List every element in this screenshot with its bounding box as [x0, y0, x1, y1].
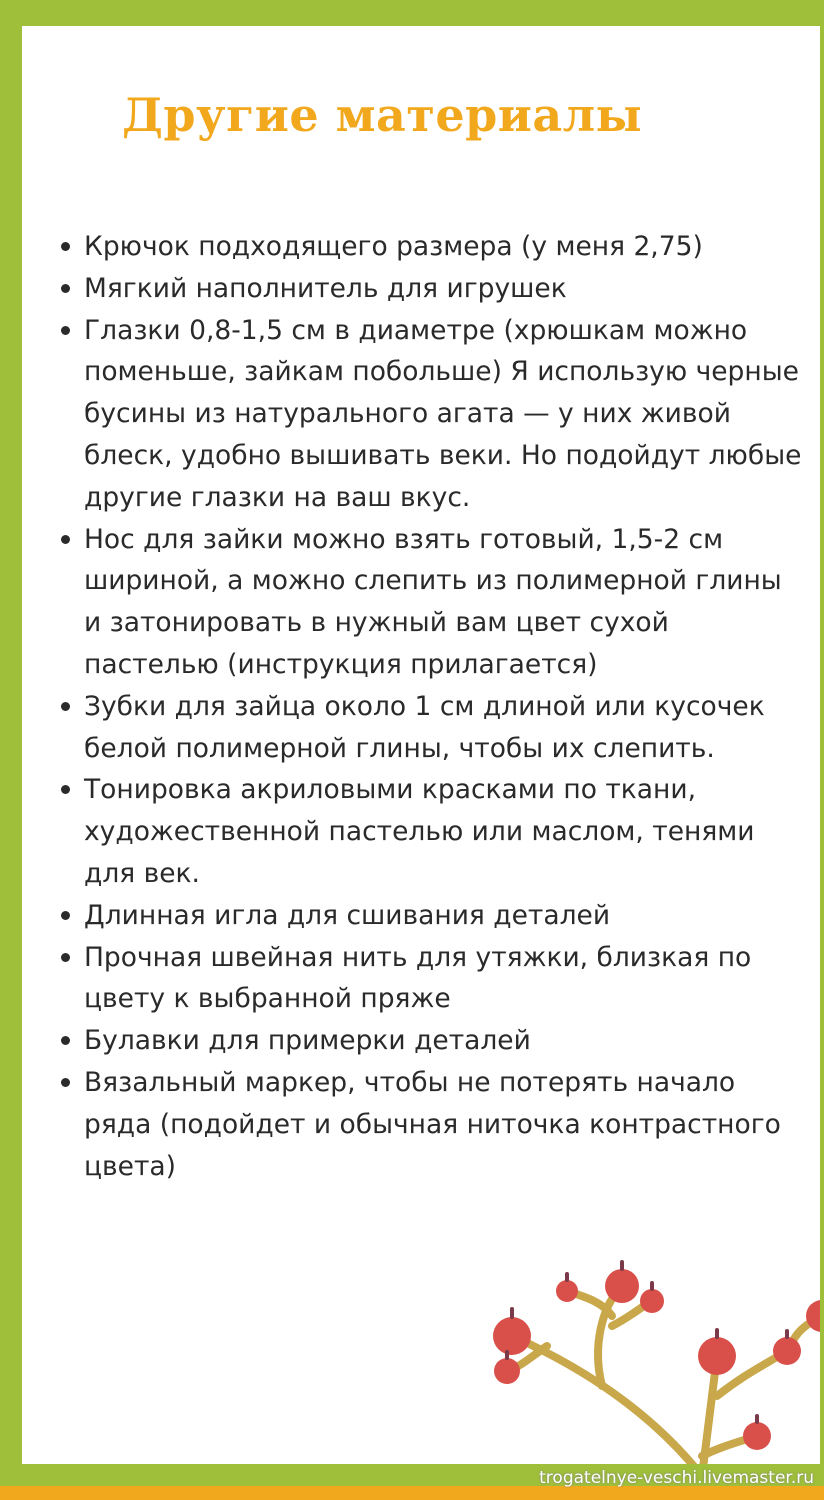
page-title: Другие материалы [122, 88, 643, 142]
list-item: Булавки для примерки деталей [84, 1020, 804, 1062]
content-card [22, 26, 820, 1464]
berry-branch-illustration [452, 1256, 820, 1464]
materials-list [84, 226, 804, 1187]
list-item: Зубки для зайца около 1 см длиной или кусочек белой полимерной глины, чтобы их слепить. [84, 686, 804, 770]
list-item: Прочная швейная нить для утяжки, близкая по цвету к выбранной пряже [84, 937, 804, 1021]
list-item: Мягкий наполнитель для игрушек [84, 268, 804, 310]
watermark: trogatelnye-veschi.livemaster.ru [539, 1468, 814, 1488]
list-item: Вязальный маркер, чтобы не потерять начало ряда (подойдет и обычная ниточка контрастного цвета) [84, 1062, 804, 1187]
list-item: Крючок подходящего размера (у меня 2,75) [84, 226, 804, 268]
list-item: Тонировка акриловыми красками по ткани, художественной пастелью или маслом, тенями для век. [84, 769, 804, 894]
bottom-accent-strip [0, 1486, 824, 1500]
list-item: Глазки 0,8-1,5 см в диаметре (хрюшкам можно поменьше, зайкам побольше) Я использую черные бусины из натурального агата — у них живой блеск, удобно вышивать веки. Но подойдут любые другие глазки на ваш вкус. [84, 310, 804, 519]
list-item: Нос для зайки можно взять готовый, 1,5-2 см шириной, а можно слепить из полимерной глины и затонировать в нужный вам цвет сухой пастелью (инструкция прилагается) [84, 519, 804, 686]
list-item: Длинная игла для сшивания деталей [84, 895, 804, 937]
